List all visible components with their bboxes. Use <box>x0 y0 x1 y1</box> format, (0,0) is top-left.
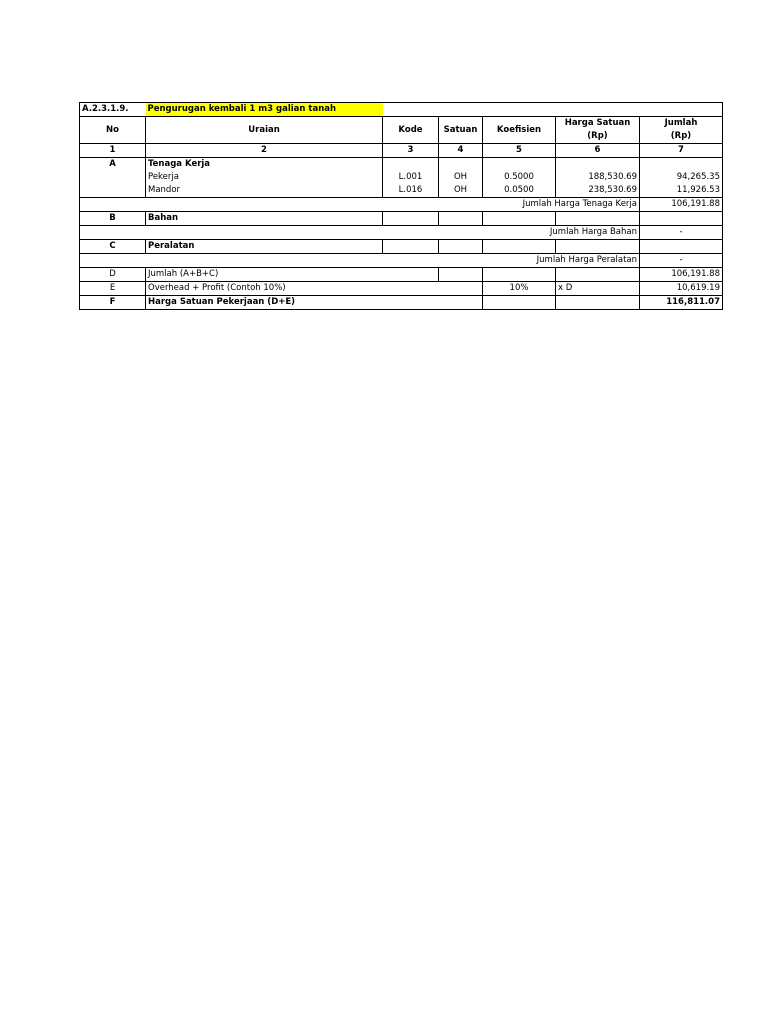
column-number-row <box>80 144 723 158</box>
summary-value: 116,811.07 <box>640 296 723 310</box>
item-harga: 238,530.69 <box>556 184 640 198</box>
item-satuan: OH <box>439 171 483 184</box>
col-number: 3 <box>383 144 439 158</box>
section-a-row <box>80 158 723 172</box>
analysis-sheet <box>79 102 722 310</box>
summary-no: E <box>80 282 146 296</box>
header-jumlah-unit: (Rp) <box>640 130 723 144</box>
subtotal-value: 106,191.88 <box>640 198 723 212</box>
unit-price-analysis-table <box>79 102 723 310</box>
subtotal-value: - <box>640 254 723 268</box>
item-uraian: Pekerja <box>146 171 383 184</box>
summary-label: Harga Satuan Pekerjaan (D+E) <box>146 296 483 310</box>
col-number: 7 <box>640 144 723 158</box>
subtotal-label: Jumlah Harga Peralatan <box>80 254 640 268</box>
item-uraian: Mandor <box>146 184 383 198</box>
header-row <box>80 117 723 131</box>
section-label: Bahan <box>146 212 383 226</box>
item-koefisien: 0.5000 <box>483 171 556 184</box>
item-kode: L.001 <box>383 171 439 184</box>
summary-value: 106,191.88 <box>640 268 723 282</box>
subtotal-label: Jumlah Harga Tenaga Kerja <box>80 198 640 212</box>
section-no: A <box>80 158 146 172</box>
title-row <box>80 103 723 117</box>
col-number: 6 <box>556 144 640 158</box>
section-label: Tenaga Kerja <box>146 158 383 172</box>
summary-value: 10,619.19 <box>640 282 723 296</box>
header-satuan: Satuan <box>439 117 483 144</box>
item-title: Pengurugan kembali 1 m3 galian tanah <box>146 103 383 117</box>
summary-f-row <box>80 296 723 310</box>
col-number: 1 <box>80 144 146 158</box>
summary-label: Jumlah (A+B+C) <box>146 268 439 282</box>
section-label: Peralatan <box>146 240 383 254</box>
item-koefisien: 0.0500 <box>483 184 556 198</box>
table-row <box>80 184 723 198</box>
subtotal-row <box>80 198 723 212</box>
summary-no: F <box>80 296 146 310</box>
summary-e-row <box>80 282 723 296</box>
header-no: No <box>80 117 146 144</box>
section-c-row <box>80 240 723 254</box>
subtotal-row <box>80 226 723 240</box>
item-harga: 188,530.69 <box>556 171 640 184</box>
subtotal-label: Jumlah Harga Bahan <box>80 226 640 240</box>
header-kode: Kode <box>383 117 439 144</box>
overhead-percent: 10% <box>483 282 556 296</box>
header-harga-satuan: Harga Satuan <box>556 117 640 131</box>
item-code: A.2.3.1.9. <box>80 103 146 117</box>
item-satuan: OH <box>439 184 483 198</box>
item-jumlah: 94,265.35 <box>640 171 723 184</box>
subtotal-value: - <box>640 226 723 240</box>
header-uraian: Uraian <box>146 117 383 144</box>
header-harga-satuan-unit: (Rp) <box>556 130 640 144</box>
section-no: B <box>80 212 146 226</box>
subtotal-row <box>80 254 723 268</box>
col-number: 4 <box>439 144 483 158</box>
section-b-row <box>80 212 723 226</box>
section-no: C <box>80 240 146 254</box>
summary-no: D <box>80 268 146 282</box>
table-row <box>80 171 723 184</box>
overhead-factor: x D <box>556 282 640 296</box>
summary-d-row <box>80 268 723 282</box>
summary-label: Overhead + Profit (Contoh 10%) <box>146 282 483 296</box>
item-jumlah: 11,926.53 <box>640 184 723 198</box>
col-number: 2 <box>146 144 383 158</box>
col-number: 5 <box>483 144 556 158</box>
header-jumlah: Jumlah <box>640 117 723 131</box>
header-koefisien: Koefisien <box>483 117 556 144</box>
item-kode: L.016 <box>383 184 439 198</box>
